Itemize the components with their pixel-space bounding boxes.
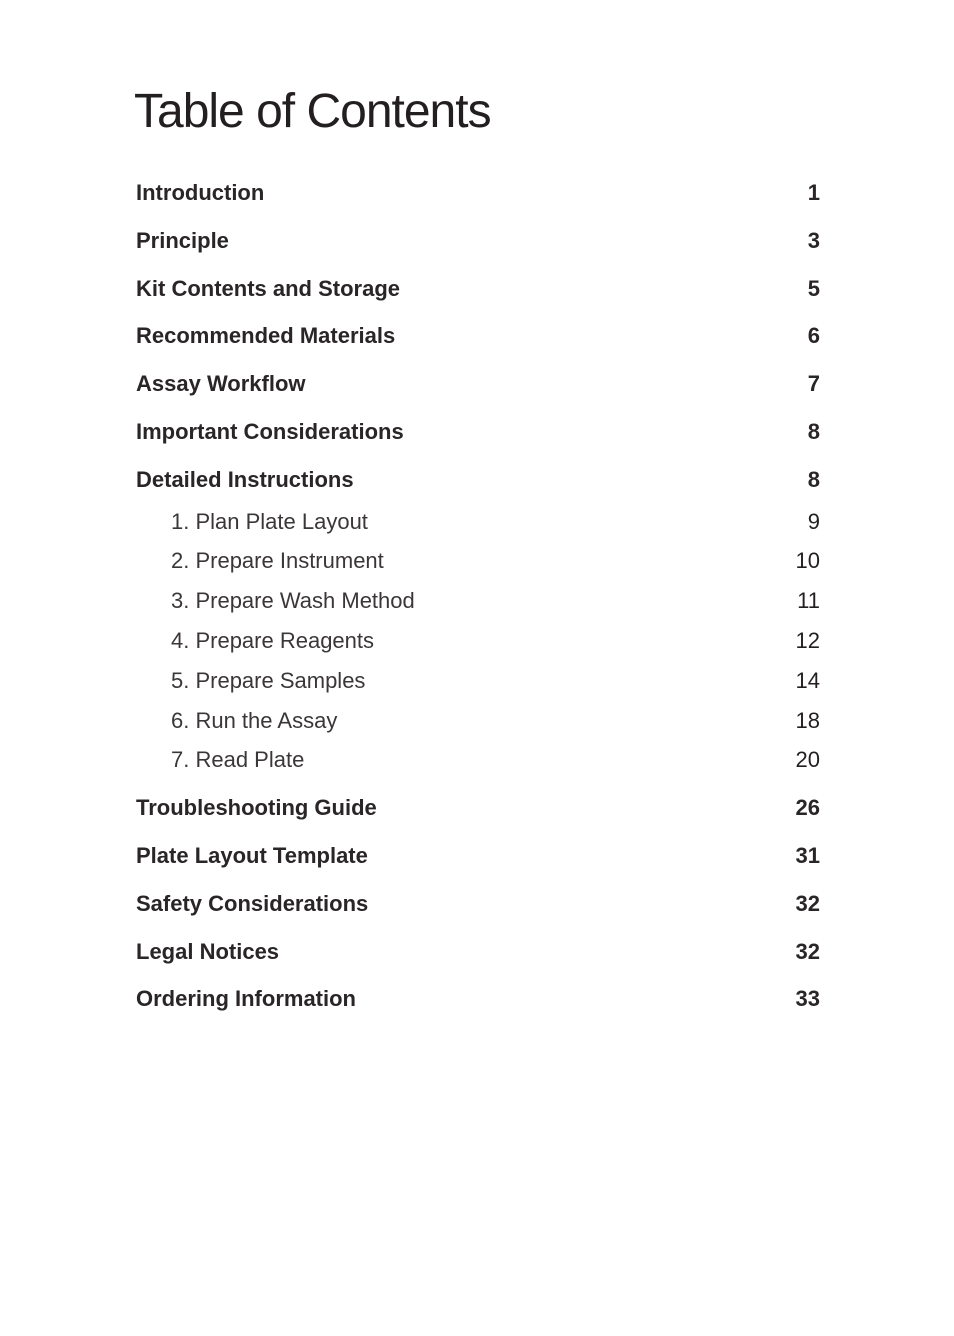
toc-entry-label: Detailed Instructions	[136, 466, 354, 492]
toc-entry-page: 31	[795, 842, 820, 868]
toc-entry-label: 1. Plan Plate Layout	[171, 508, 368, 534]
toc-entry-page: 20	[795, 747, 820, 773]
toc-subentry-prepare-reagents[interactable]	[136, 624, 820, 664]
toc-entry-detailed-instructions[interactable]	[136, 463, 820, 511]
toc-entry-page: 10	[795, 548, 820, 574]
toc-entry-page: 14	[795, 667, 820, 693]
toc-entry-label: Kit Contents and Storage	[136, 275, 401, 301]
toc-subentry-read-plate[interactable]	[136, 743, 820, 783]
toc-entry-page: 5	[807, 275, 820, 301]
toc-entry-safety-considerations[interactable]	[136, 887, 820, 935]
toc-entry-important-considerations[interactable]	[136, 415, 820, 463]
toc-entry-label: Safety Considerations	[136, 890, 369, 916]
toc-entry-page: 8	[807, 418, 820, 444]
toc-entry-page: 1	[807, 180, 820, 205]
toc-entry-page: 12	[795, 627, 820, 653]
toc-entry-label: Important Considerations	[136, 418, 404, 444]
toc-entry-page: 26	[795, 795, 820, 821]
toc-entry-page: 32	[795, 938, 820, 964]
page-title: Table of Contents	[134, 85, 491, 138]
toc-entry-page: 11	[797, 588, 820, 614]
toc-entry-page: 7	[807, 371, 820, 397]
toc-entry-principle[interactable]	[136, 224, 820, 272]
toc-subentry-prepare-wash-method[interactable]	[136, 584, 820, 624]
toc-subentry-prepare-samples[interactable]	[136, 664, 820, 704]
toc-entry-label: Ordering Information	[136, 986, 356, 1012]
toc-entry-label: Principle	[136, 227, 229, 253]
toc-entry-label: 6. Run the Assay	[171, 707, 338, 733]
toc-list	[136, 176, 820, 1030]
toc-entry-legal-notices[interactable]	[136, 935, 820, 983]
toc-entry-label: Plate Layout Template	[136, 842, 368, 868]
toc-entry-label: 2. Prepare Instrument	[171, 548, 384, 574]
toc-entry-page: 18	[795, 707, 820, 733]
toc-entry-page: 32	[795, 890, 820, 916]
toc-entry-troubleshooting-guide[interactable]	[136, 791, 820, 839]
toc-entry-assay-workflow[interactable]	[136, 367, 820, 415]
toc-entry-label: 7. Read Plate	[171, 747, 305, 773]
toc-entry-label: 5. Prepare Samples	[171, 667, 366, 693]
toc-subentry-plan-plate-layout[interactable]	[136, 505, 820, 545]
toc-entry-plate-layout-template[interactable]	[136, 839, 820, 887]
toc-entry-recommended-materials[interactable]	[136, 319, 820, 367]
toc-entry-label: 4. Prepare Reagents	[171, 627, 375, 653]
toc-entry-page: 3	[807, 227, 820, 253]
toc-entry-ordering-information[interactable]	[136, 982, 820, 1030]
toc-entry-label: Legal Notices	[136, 938, 280, 964]
toc-entry-label: Troubleshooting Guide	[136, 795, 377, 821]
toc-entry-page: 8	[807, 466, 820, 492]
toc-subentry-prepare-instrument[interactable]	[136, 544, 820, 584]
toc-entry-page: 33	[795, 986, 820, 1012]
toc-entry-label: Assay Workflow	[136, 371, 306, 397]
toc-entry-label: Recommended Materials	[136, 323, 396, 349]
toc-entry-introduction[interactable]	[136, 176, 820, 224]
toc-subentry-run-the-assay[interactable]	[136, 704, 820, 744]
toc-entry-label: 3. Prepare Wash Method	[171, 588, 415, 614]
toc-entry-label: Introduction	[136, 180, 265, 205]
toc-entry-kit-contents[interactable]	[136, 272, 820, 320]
toc-entry-page: 9	[807, 508, 820, 534]
toc-entry-page: 6	[807, 323, 820, 349]
